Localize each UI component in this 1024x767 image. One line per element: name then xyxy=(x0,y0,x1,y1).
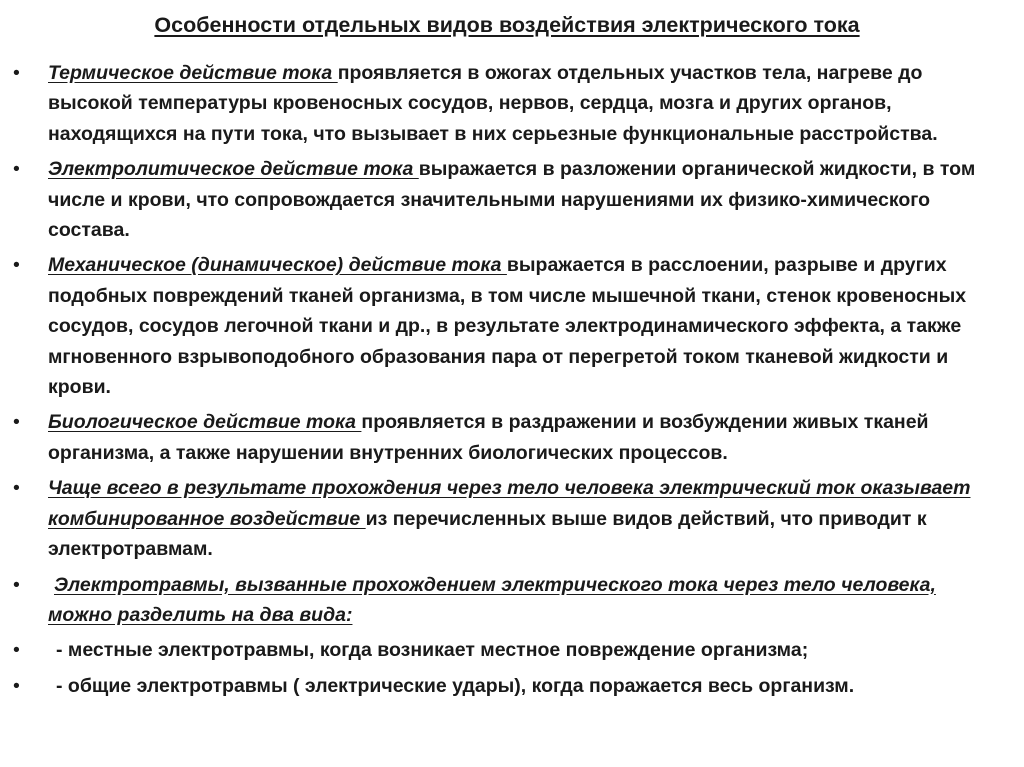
bullet-local-electrotrauma xyxy=(10,635,994,665)
bullet-text: выражается в разложении органической жидкости, в том числе и крови, что сопровождается значительными нарушениями их физико-химического состава. xyxy=(48,158,976,242)
bullet-lead: Биологическое действие тока xyxy=(48,411,362,434)
bullet-text: выражается в расслоении, разрыве и других подобных повреждений тканей организма, в том числе мышечной ткани, стенок кровеносных сосудов, сосудов легочной ткани и др., в результате электродинамического эффекта, а также мгновенного взрывоподобного образования пара от перегретой током тканевой жидкости и крови. xyxy=(48,254,967,399)
bullet-lead: Термическое действие тока xyxy=(48,62,338,84)
bullet-biological-effect xyxy=(10,407,994,468)
bullet-mechanical-effect xyxy=(10,250,994,402)
bullet-general-electrotrauma xyxy=(10,671,994,701)
bullet-lead: Электротравмы, вызванные прохождением электрического тока через тело человека, можно разделить на два вида: xyxy=(48,573,936,626)
bullet-thermal-effect xyxy=(10,58,994,149)
bullet-lead: Чаще всего в результате прохождения через тело человека электрический ток оказывает комбинированное воздействие xyxy=(48,477,971,530)
bullet-combined-effect xyxy=(10,473,994,564)
slide-title: Особенности отдельных видов воздействия электрического тока xyxy=(154,13,860,37)
bullet-text: - общие электротравмы ( электрические удары), когда поражается весь организм. xyxy=(56,674,855,697)
bullet-lead: Механическое (динамическое) действие тока xyxy=(48,254,507,277)
bullet-text: проявляется в ожогах отдельных участков тела, нагреве до высокой температуры кровеносных сосудов, нервов, сердца, мозга и других органов, находящихся на пути тока, что вызывает в них серьезные функциональные расстройства. xyxy=(48,62,938,145)
bullet-electrolytic-effect xyxy=(10,154,994,245)
bullet-text: проявляется в раздражении и возбуждении живых тканей организма, а также нарушении внутренних биологических процессов. xyxy=(48,411,929,464)
bullet-electrotrauma-types xyxy=(10,570,994,631)
bullet-lead: Электролитическое действие тока xyxy=(48,158,419,181)
bullet-text: из перечисленных выше видов действий, что приводит к электротравмам. xyxy=(48,507,927,561)
bullet-list xyxy=(10,58,994,701)
bullet-text: - местные электротравмы, когда возникает местное повреждение организма; xyxy=(56,639,809,662)
